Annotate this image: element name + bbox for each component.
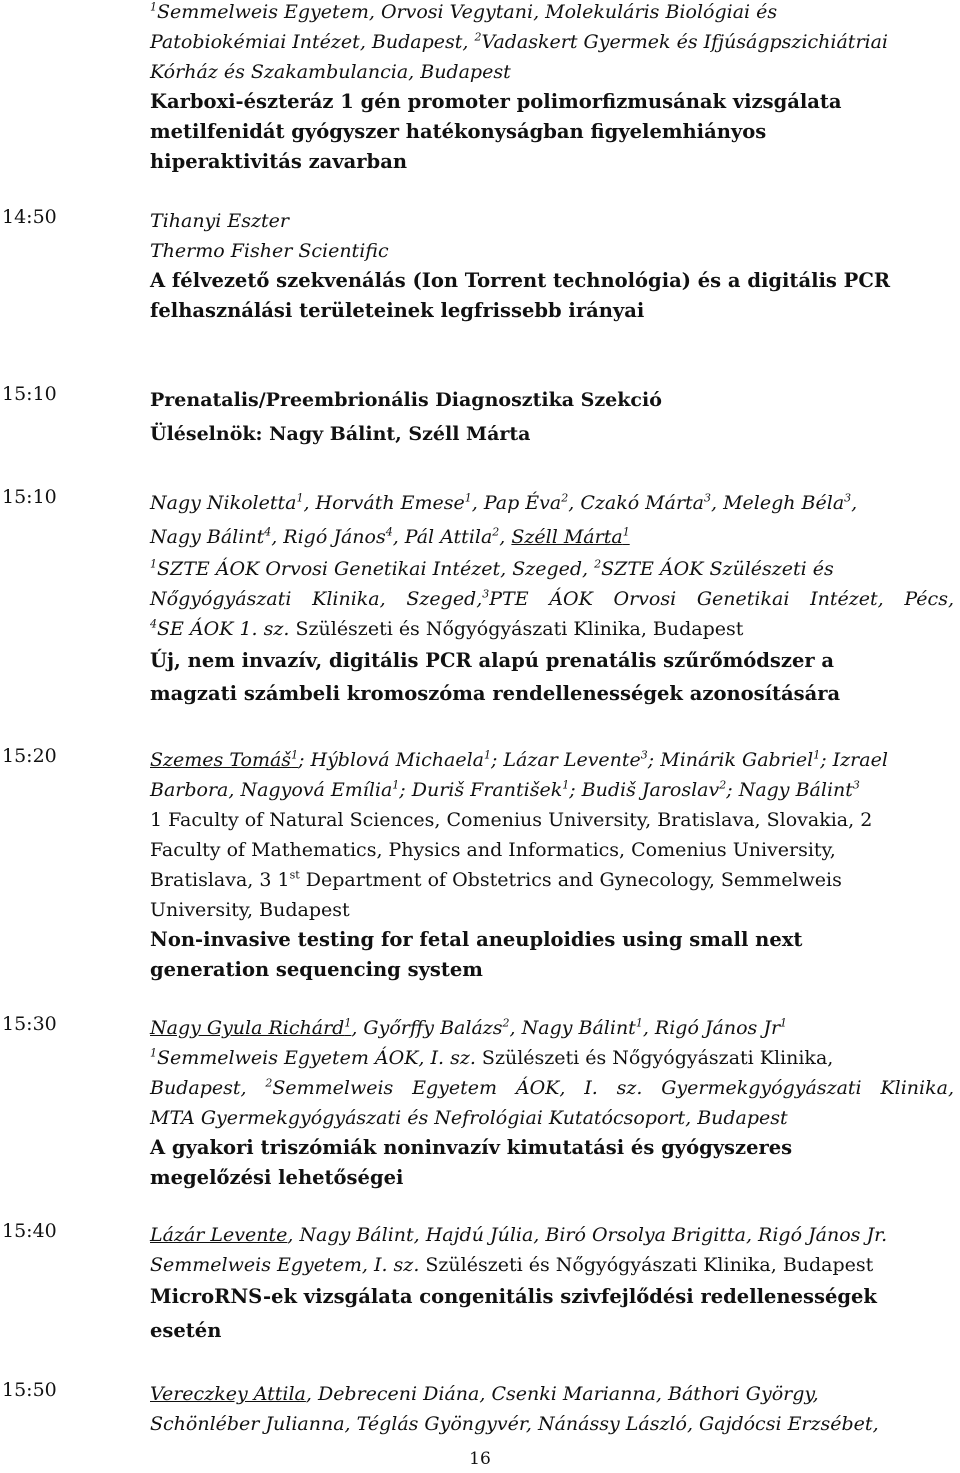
top-title-line-2: metilfenidát gyógyszer hatékonyságban figyelemhiányos	[150, 120, 767, 143]
talk-1510-title-line-2: magzati számbeli kromoszóma rendellenességek azonosítására	[150, 682, 841, 705]
talk-1550-authors-line-1: Vereczkey Attila, Debreceni Diána, Csenki Marianna, Báthori György,	[150, 1383, 819, 1405]
top-affiliation-line-2: Patobiokémiai Intézet, Budapest, $^2$Vadaskert Gyermek és Ifjúságpszichiátriai	[150, 30, 889, 53]
talk-1450	[150, 206, 954, 326]
presenter-name: Szemes Tomáš$^1$	[150, 748, 299, 771]
time-1540: 15:40	[2, 1220, 57, 1242]
talk-1450-author: Tihanyi Eszter	[150, 210, 289, 232]
talk-1540	[150, 1220, 954, 1348]
section-header	[150, 383, 954, 451]
talk-1530	[150, 1013, 954, 1193]
talk-1450-affiliation: Thermo Fisher Scientific	[150, 240, 389, 262]
presenter-name: Vereczkey Attila	[150, 1383, 306, 1405]
presenter-name: Nagy Gyula Richárd$^1$	[150, 1016, 352, 1039]
time-1510: 15:10	[2, 486, 57, 508]
talk-1450-title-line-2: felhasználási területeinek legfrissebb irányai	[150, 299, 645, 322]
top-affiliation-line-3: Kórház és Szakambulancia, Budapest	[150, 61, 511, 83]
talk-1510-affiliation-line-2: Nőgyógyászati Klinika, Szeged,$^3$PTE ÁOK Orvosi Genetikai Intézet, Pécs,	[150, 587, 954, 610]
talk-1520-affiliation-line-2: Faculty of Mathematics, Physics and Informatics, Comenius University,	[150, 839, 836, 861]
talk-1520	[150, 745, 954, 985]
talk-1530-affiliation-line-1: $^1$Semmelweis Egyetem ÁOK, I. sz. Szülészeti és Nőgyógyászati Klinika,	[150, 1046, 834, 1069]
talk-1520-authors-line-2: Barbora, Nagyová Emília$^1$; Duriš František$^1$; Budiš Jaroslav$^2$; Nagy Bálint$^3$	[150, 778, 860, 801]
talk-1550	[150, 1379, 954, 1439]
talk-1540-title-line-1: MicroRNS-ek vizsgálata congenitális szivfejlődési redellenességek	[150, 1285, 877, 1308]
time-section: 15:10	[2, 383, 57, 405]
top-title-line-1: Karboxi-észteráz 1 gén promoter polimorfizmusának vizsgálata	[150, 90, 842, 113]
talk-1520-affiliation-line-3: Bratislava, 3 1st Department of Obstetrics and Gynecology, Semmelweis	[150, 868, 842, 891]
talk-1520-title-line-1: Non-invasive testing for fetal aneuploidies using small next	[150, 928, 803, 951]
talk-1520-authors-line-1: Szemes Tomáš$^1$; Hýblová Michaela$^1$; Lázar Levente$^3$; Minárik Gabriel$^1$; Izrael	[150, 748, 888, 771]
top-affiliation-line-1: $^1$Semmelweis Egyetem, Orvosi Vegytani, Molekuláris Biológiai és	[150, 0, 778, 23]
talk-1530-title-line-2: megelőzési lehetőségei	[150, 1166, 404, 1189]
talk-1520-title-line-2: generation sequencing system	[150, 958, 483, 981]
talk-1450-title-line-1: A félvezető szekvenálás (Ion Torrent technológia) és a digitális PCR	[150, 269, 891, 292]
section-chairs: Üléselnök: Nagy Bálint, Széll Márta	[150, 423, 531, 445]
talk-1540-affiliation: Semmelweis Egyetem, I. sz. Szülészeti és Nőgyógyászati Klinika, Budapest	[150, 1254, 874, 1276]
presenter-name: Lázár Levente	[150, 1224, 288, 1246]
time-1450: 14:50	[2, 206, 57, 228]
talk-1550-authors-line-2: Schönléber Julianna, Téglás Gyöngyvér, Nánássy László, Gajdócsi Erzsébet,	[150, 1413, 879, 1435]
time-1520: 15:20	[2, 745, 57, 767]
time-1530: 15:30	[2, 1013, 57, 1035]
talk-1510	[150, 486, 954, 710]
top-title-line-3: hiperaktivitás zavarban	[150, 150, 408, 173]
page-number: 16	[469, 1449, 491, 1469]
section-title: Prenatalis/Preembrionális Diagnosztika Szekció	[150, 389, 662, 411]
talk-1510-authors-line-2: Nagy Bálint$^4$, Rigó János$^4$, Pál Attila$^2$, Széll Márta$^1$	[150, 525, 630, 548]
talk-1510-authors-line-1: Nagy Nikoletta$^1$, Horváth Emese$^1$, Pap Éva$^2$, Czakó Márta$^3$, Melegh Béla$^3$,	[150, 491, 858, 514]
talk-1510-affiliation-line-1: $^1$SZTE ÁOK Orvosi Genetikai Intézet, Szeged, $^2$SZTE ÁOK Szülészeti és	[150, 557, 834, 580]
time-1550: 15:50	[2, 1379, 57, 1401]
talk-1510-affiliation-line-3: $^4$SE ÁOK 1. sz. Szülészeti és Nőgyógyászati Klinika, Budapest	[150, 617, 744, 640]
talk-1520-affiliation-line-1: 1 Faculty of Natural Sciences, Comenius University, Bratislava, Slovakia, 2	[150, 809, 873, 831]
presenter-name: Széll Márta$^1$	[511, 525, 630, 548]
talk-1540-authors: Lázár Levente, Nagy Bálint, Hajdú Júlia, Biró Orsolya Brigitta, Rigó János Jr.	[150, 1224, 888, 1246]
talk-1530-affiliation-line-2: Budapest, $^2$Semmelweis Egyetem ÁOK, I. sz. Gyermekgyógyászati Klinika,	[150, 1076, 954, 1099]
talk-1530-affiliation-line-3: MTA Gyermekgyógyászati és Nefrológiai Kutatócsoport, Budapest	[150, 1107, 788, 1129]
talk-1510-title-line-1: Új, nem invazív, digitális PCR alapú prenatális szűrőmódszer a	[150, 649, 835, 672]
talk-1530-title-line-1: A gyakori triszómiák noninvazív kimutatási és gyógyszeres	[150, 1136, 793, 1159]
talk-1540-title-line-2: esetén	[150, 1319, 222, 1342]
talk-1520-affiliation-line-4: University, Budapest	[150, 899, 350, 921]
talk-1530-authors: Nagy Gyula Richárd$^1$, Győrffy Balázs$^2$, Nagy Bálint$^1$, Rigó János Jr$^1$	[150, 1016, 788, 1039]
top-entry	[150, 0, 954, 177]
